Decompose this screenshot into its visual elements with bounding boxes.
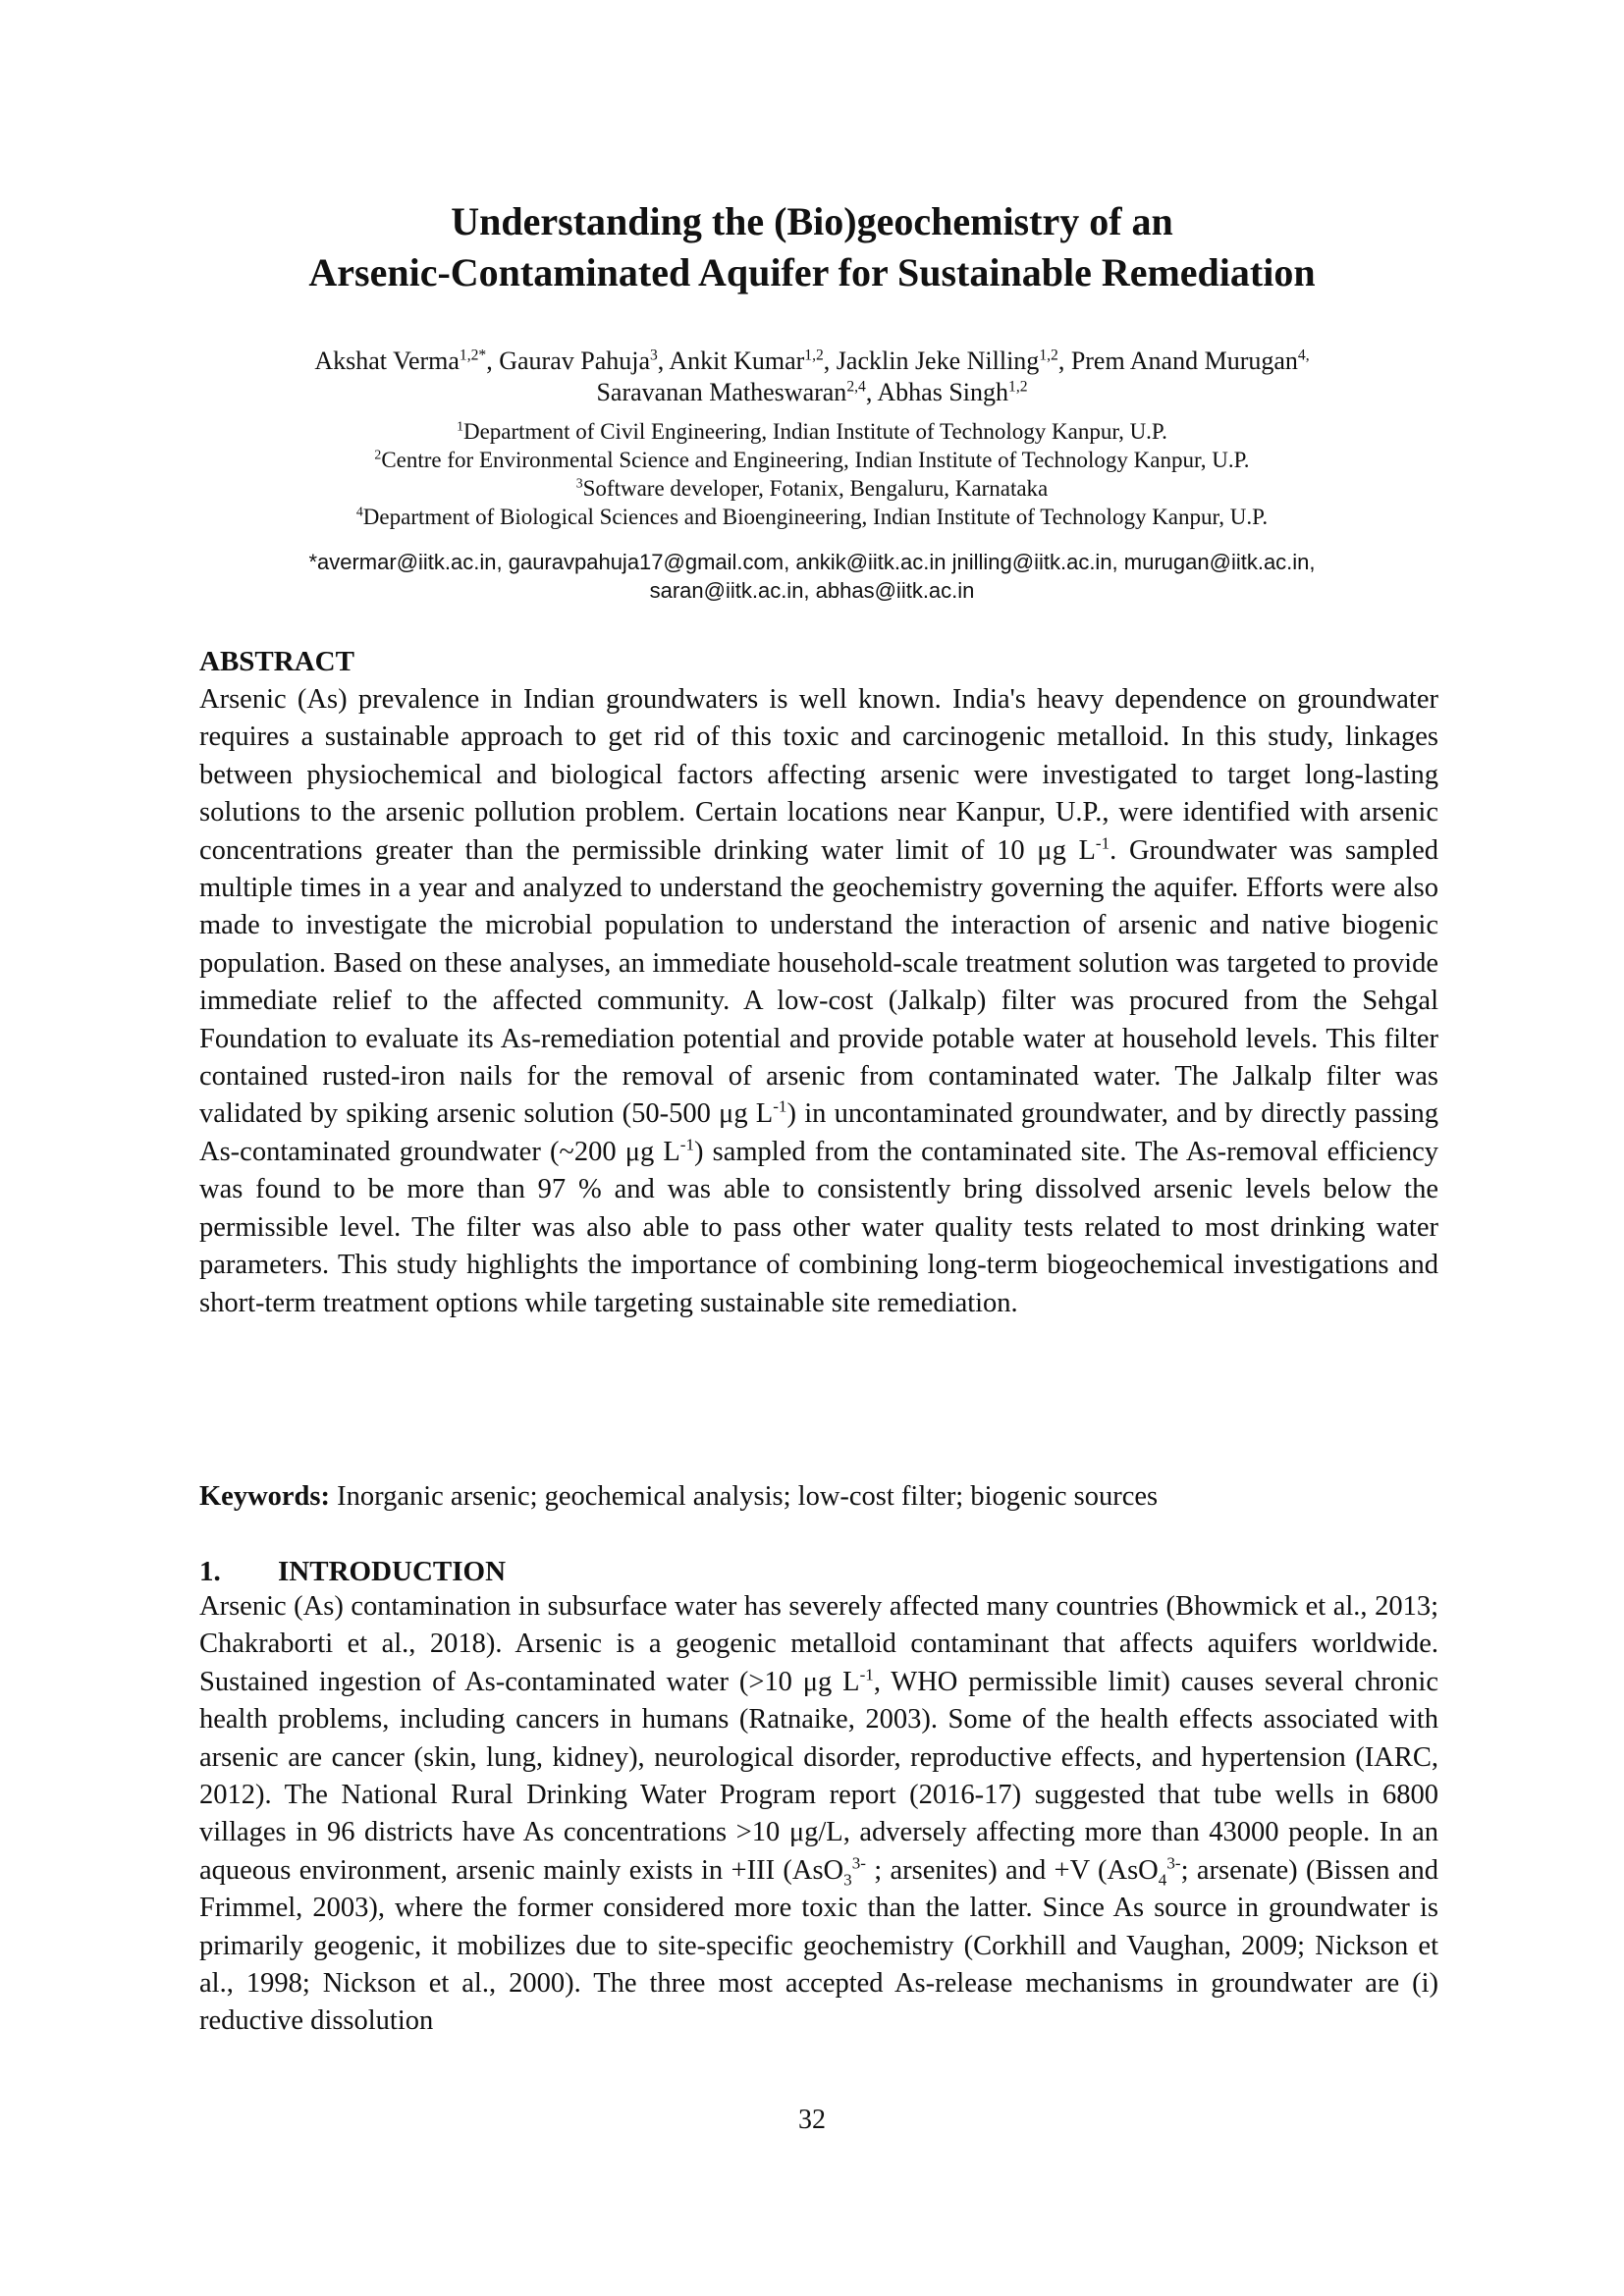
title-line-1: Understanding the (Bio)geochemistry of an <box>451 199 1173 243</box>
author-affil-sup: 1,2* <box>459 347 487 364</box>
author-name: Akshat Verma <box>314 347 460 375</box>
title-line-2: Arsenic-Contaminated Aquifer for Sustainable Remediation <box>308 250 1316 294</box>
abstract-text: . Groundwater was sampled multiple times in a year and analyzed to understand the geochemistry governing the aquifer. Efforts were also made to investigate the microbial population to understand the interaction of arsenic and native biogenic population. Based on these analyses, an immediate household-scale treatment solution was targeted to provide immediate relief to the affected community. A low-cost (Jalkalp) filter was procured from the Sehgal Foundation to evaluate its As-remediation potential and provide potable water at household levels. This filter contained rusted-iron nails for the removal of arsenic from contaminated water. The Jalkalp filter was validated by spiking arsenic solution (50-500 μg L <box>199 834 1438 1130</box>
author-affil-sup: 4, <box>1297 347 1310 364</box>
affiliation-item <box>147 417 1477 446</box>
author-affil-sup: 1,2 <box>1039 347 1058 364</box>
contact-emails <box>147 548 1477 605</box>
author-affil-sup: 1,2 <box>804 347 824 364</box>
keywords-line <box>199 1480 1438 1514</box>
author-name: Jacklin Jeke Nilling <box>836 347 1040 375</box>
intro-text: , WHO permissible limit) causes several chronic health problems, including cancers in humans (Ratnaike, 2003). Some of the health effects associated with arsenic are cancer (skin, lung, kidney), neurological disorder, reproductive effects, and hypertension (IARC, 2012). The National Rural Drinking Water Program report (2016-17) suggested that tube wells in 6800 villages in 96 districts have As concentrations >10 μg/L, adversely affecting more than 43000 people. In an aqueous environment, arsenic mainly exists in +III (AsO <box>199 1666 1438 1886</box>
section-title: INTRODUCTION <box>278 1556 507 1587</box>
email-line-2: saran@iitk.ac.in, abhas@iitk.ac.in <box>649 578 975 603</box>
affiliation-item <box>147 503 1477 531</box>
section-number: 1. <box>199 1556 221 1587</box>
author-name: Prem Anand Murugan <box>1070 347 1298 375</box>
affiliation-item <box>147 474 1477 503</box>
abstract-text: ) in uncontaminated groundwater, and by directly passing As-contaminated groundwater (~200 μg L <box>199 1098 1438 1167</box>
affiliation-list <box>147 417 1477 531</box>
unit-exponent: -1 <box>679 1135 695 1154</box>
email-line-1: *avermar@iitk.ac.in, gauravpahuja17@gmail.com, ankik@iitk.ac.in jnilling@iitk.ac.in, murugan@iitk.ac.in, <box>308 550 1316 574</box>
abstract-text: ) sampled from the contaminated site. The As-removal efficiency was found to be more than 97 % and was able to consistently bring dissolved arsenic levels below the permissible level. The filter was also able to pass other water quality tests related to most drinking water parameters. This study highlights the importance of combining long-term biogeochemical investigations and short-term treatment options while targeting sustainable site remediation. <box>199 1136 1438 1318</box>
abstract-heading: ABSTRACT <box>199 646 354 677</box>
affiliation-number: 3 <box>575 475 583 491</box>
affiliation-text: Department of Civil Engineering, Indian Institute of Technology Kanpur, U.P. <box>462 419 1167 444</box>
affiliation-text: Software developer, Fotanix, Bengaluru, Karnataka <box>582 476 1049 501</box>
author-name: Ankit Kumar <box>669 347 805 375</box>
charge-superscript: 3- <box>1166 1853 1181 1873</box>
author-affil-sup: 3 <box>650 347 658 364</box>
author-name: Abhas Singh <box>877 378 1009 406</box>
keywords-label: Keywords: <box>199 1481 330 1512</box>
intro-text: ; arsenites) and +V (AsO <box>865 1854 1159 1886</box>
intro-text: Arsenic (As) contamination in subsurface water has severely affected many countries (Bhowmick et al., 2013; Chakraborti et al., 2018). Arsenic is a geogenic metalloid contaminant that affects aquifers worldwide. Sustained ingestion of As-contaminated water (>10 μg L <box>199 1591 1438 1697</box>
affiliation-text: Department of Biological Sciences and Bioengineering, Indian Institute of Technology Kanpur, U.P. <box>362 505 1269 529</box>
affiliation-item <box>147 446 1477 474</box>
charge-superscript: 3- <box>851 1853 866 1873</box>
introduction-body <box>199 1588 1438 2041</box>
introduction-heading <box>199 1555 506 1588</box>
page-number: 32 <box>798 2105 826 2135</box>
unit-exponent: -1 <box>859 1665 874 1684</box>
formula-subscript: 3 <box>843 1870 852 1890</box>
author-name: Gaurav Pahuja <box>499 347 650 375</box>
abstract-text: Arsenic (As) prevalence in Indian groundwaters is well known. India's heavy dependence on groundwater requires a sustainable approach to get rid of this toxic and carcinogenic metalloid. In this study, linkages between physiochemical and biological factors affecting arsenic were investigated to target long-lasting solutions to the arsenic pollution problem. Certain locations near Kanpur, U.P., were identified with arsenic concentrations greater than the permissible drinking water limit of 10 μg L <box>199 684 1438 866</box>
abstract-body <box>199 681 1438 1322</box>
formula-subscript: 4 <box>1158 1870 1167 1890</box>
author-affil-sup: 1,2 <box>1008 378 1028 396</box>
intro-text: ; arsenate) (Bissen and Frimmel, 2003), where the former considered more toxic than the latter. Since As source in groundwater is primarily geogenic, it mobilizes due to site-specific geochemistry (Corkhill and Vaughan, 2009; Nickson et al., 1998; Nickson et al., 2000). The three most accepted As-release mechanisms in groundwater are (i) reductive dissolution <box>199 1854 1438 2037</box>
paper-title <box>147 196 1477 298</box>
keywords-text: Inorganic arsenic; geochemical analysis; low-cost filter; biogenic sources <box>329 1481 1159 1512</box>
affiliation-text: Centre for Environmental Science and Engineering, Indian Institute of Technology Kanpur, U.P. <box>381 448 1250 472</box>
affiliation-number: 4 <box>355 504 363 519</box>
unit-exponent: -1 <box>1095 833 1110 853</box>
author-affil-sup: 2,4 <box>846 378 866 396</box>
affiliation-number: 1 <box>457 418 463 434</box>
author-list: Akshat Verma$^{1,2*}$, Gaurav Pahuja$^3$, Ankit Kumar$^{1,2}$, Jacklin Jeke Nilling$^{1,2}$, Prem Anand Murugan$^{4,}$ Saravanan Matheswaran$^{2,4}$, Abhas Singh$^{1,2}$ <box>314 347 1310 406</box>
affiliation-number: 2 <box>374 447 382 462</box>
unit-exponent: -1 <box>773 1096 787 1116</box>
author-name: Saravanan Matheswaran <box>596 378 847 406</box>
